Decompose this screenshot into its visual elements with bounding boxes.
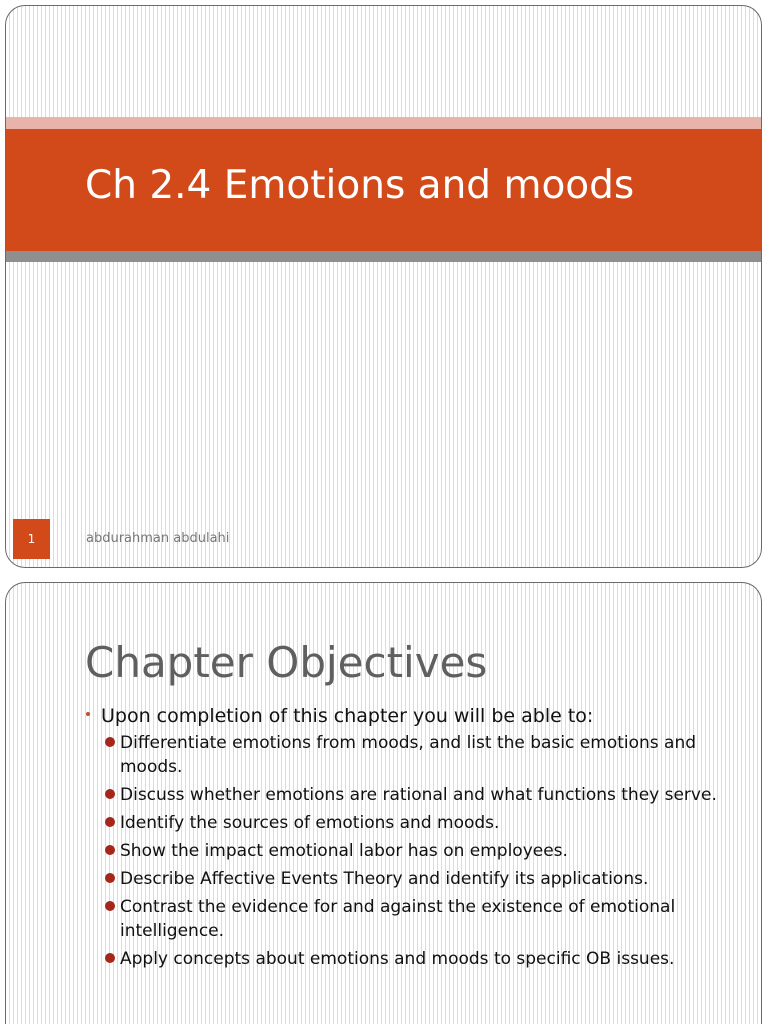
bullet-icon (86, 712, 90, 716)
objective-item (103, 895, 723, 943)
objectives-heading: Chapter Objectives (85, 638, 488, 687)
slide-footer-author: abdurahman abdulahi (86, 531, 230, 546)
bullet-icon (105, 789, 115, 799)
objective-text: Apply concepts about emotions and moods to specific OB issues. (120, 949, 675, 969)
objectives-list (103, 731, 723, 975)
objective-text: Describe Affective Events Theory and identify its applications. (120, 869, 649, 889)
objective-item (103, 947, 723, 971)
slide-title: Ch 2.4 Emotions and moods (85, 163, 635, 208)
bullet-icon (105, 953, 115, 963)
objectives-intro (86, 705, 593, 727)
objective-text: Identify the sources of emotions and moods. (120, 813, 500, 833)
bullet-icon (105, 845, 115, 855)
slide-number-badge: 1 (13, 519, 50, 559)
objective-text: Show the impact emotional labor has on employees. (120, 841, 568, 861)
objectives-intro-text: Upon completion of this chapter you will be able to: (101, 705, 594, 727)
objective-item (103, 783, 723, 807)
objective-text: Discuss whether emotions are rational and what functions they serve. (120, 785, 717, 805)
title-slide[interactable] (5, 5, 762, 568)
objective-item (103, 839, 723, 863)
objectives-slide[interactable] (5, 582, 762, 1024)
objective-item (103, 731, 723, 779)
bullet-icon (105, 737, 115, 747)
title-underline-band (6, 251, 761, 262)
objective-item (103, 867, 723, 891)
objective-text: Differentiate emotions from moods, and list the basic emotions and moods. (120, 733, 697, 777)
title-accent-band (6, 117, 761, 129)
objective-item (103, 811, 723, 835)
objective-text: Contrast the evidence for and against the existence of emotional intelligence. (120, 897, 676, 941)
bullet-icon (105, 873, 115, 883)
bullet-icon (105, 901, 115, 911)
bullet-icon (105, 817, 115, 827)
